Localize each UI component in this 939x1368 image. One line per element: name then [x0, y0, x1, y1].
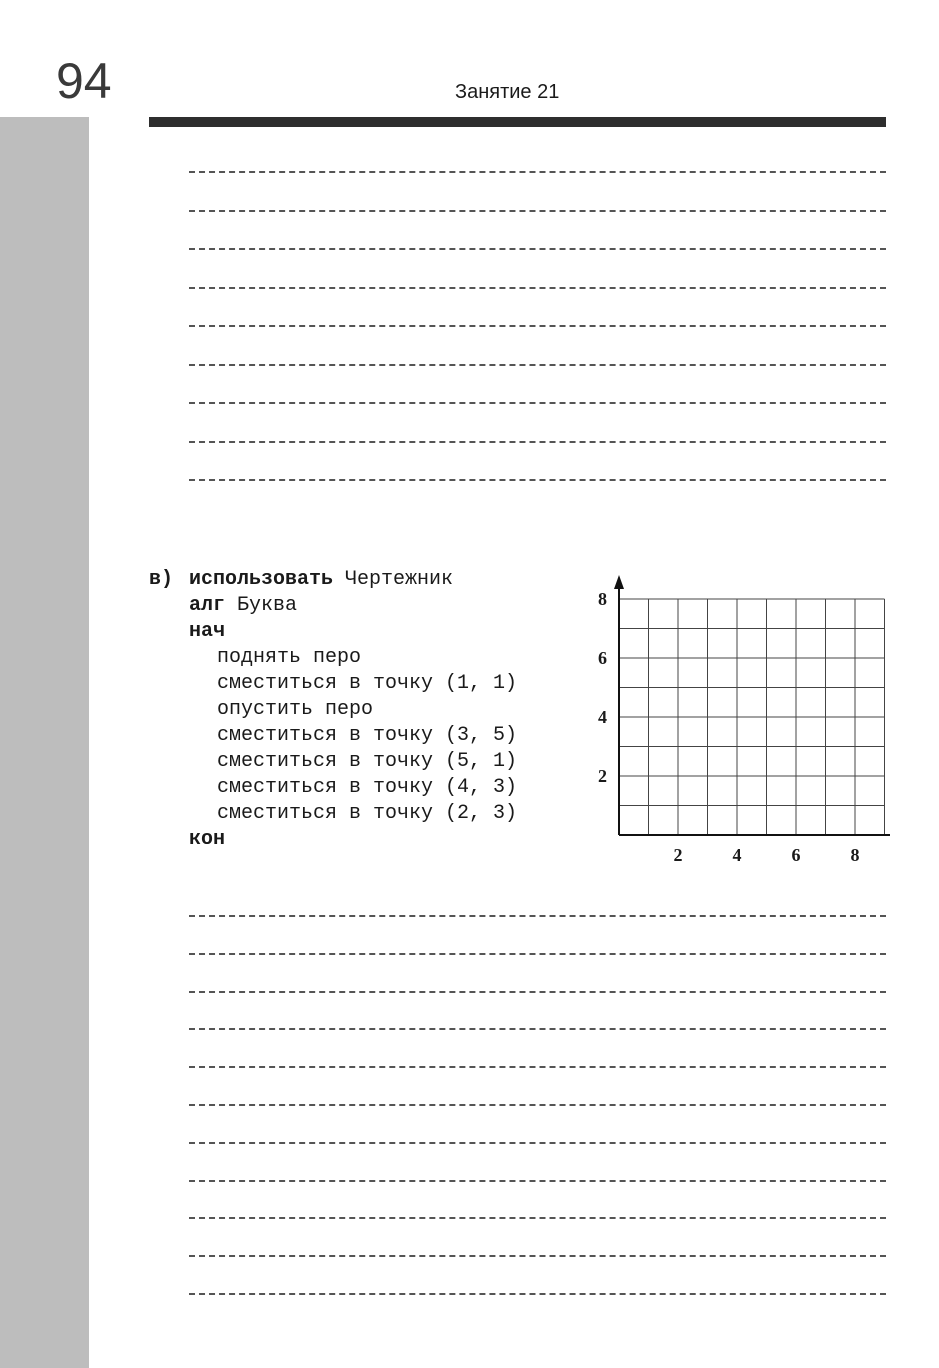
answer-line	[189, 248, 886, 250]
answer-line	[189, 1255, 886, 1257]
y-axis-arrow	[614, 575, 624, 589]
y-tick-label: 2	[598, 766, 607, 786]
program-text: сместиться в точку (5, 1)	[217, 750, 518, 773]
program-line	[189, 723, 517, 749]
answer-line	[189, 1104, 886, 1106]
program-text: Буква	[225, 594, 298, 617]
answer-line	[189, 479, 886, 481]
page-number: 94	[56, 53, 112, 109]
answer-line	[189, 1293, 886, 1295]
program-keyword: нач	[189, 620, 226, 643]
answer-line	[189, 171, 886, 173]
program-line	[189, 567, 517, 593]
y-tick-label: 6	[598, 648, 607, 668]
answer-line	[189, 991, 886, 993]
task-letter: в)	[149, 568, 174, 591]
x-tick-label: 4	[732, 845, 742, 865]
answer-line	[189, 325, 886, 327]
answer-line	[189, 210, 886, 212]
program-line	[189, 749, 517, 775]
program-line	[189, 671, 517, 697]
answer-line	[189, 915, 886, 917]
lesson-title: Занятие 21	[455, 81, 560, 103]
program-text: сместиться в точку (2, 3)	[217, 802, 518, 825]
program-keyword: использовать	[189, 568, 334, 591]
program-keyword: кон	[189, 828, 226, 851]
answer-line	[189, 441, 886, 443]
program-line	[189, 775, 517, 801]
answer-line	[189, 953, 886, 955]
y-tick-label: 8	[598, 589, 607, 609]
program-line	[189, 697, 517, 723]
program-text: Чертежник	[333, 568, 454, 591]
program-listing	[189, 567, 517, 853]
answer-line	[189, 1217, 886, 1219]
y-tick-label: 4	[598, 707, 607, 727]
program-line	[189, 801, 517, 827]
answer-line	[189, 364, 886, 366]
answer-line	[189, 1028, 886, 1030]
x-tick-label: 2	[673, 845, 683, 865]
answer-line	[189, 1180, 886, 1182]
side-bar	[0, 117, 89, 1368]
program-line	[189, 645, 517, 671]
answer-line	[189, 287, 886, 289]
program-line	[189, 827, 517, 853]
program-line	[189, 619, 517, 645]
coordinate-grid	[590, 566, 890, 872]
header-rule	[149, 117, 886, 127]
x-tick-label: 8	[850, 845, 860, 865]
answer-line	[189, 402, 886, 404]
program-text: опустить перо	[217, 698, 374, 721]
program-text: поднять перо	[217, 646, 362, 669]
program-text: сместиться в точку (4, 3)	[217, 776, 518, 799]
program-text: сместиться в точку (3, 5)	[217, 724, 518, 747]
program-keyword: алг	[189, 594, 226, 617]
answer-line	[189, 1142, 886, 1144]
program-line	[189, 593, 517, 619]
answer-line	[189, 1066, 886, 1068]
x-tick-label: 6	[791, 845, 801, 865]
program-text: сместиться в точку (1, 1)	[217, 672, 518, 695]
